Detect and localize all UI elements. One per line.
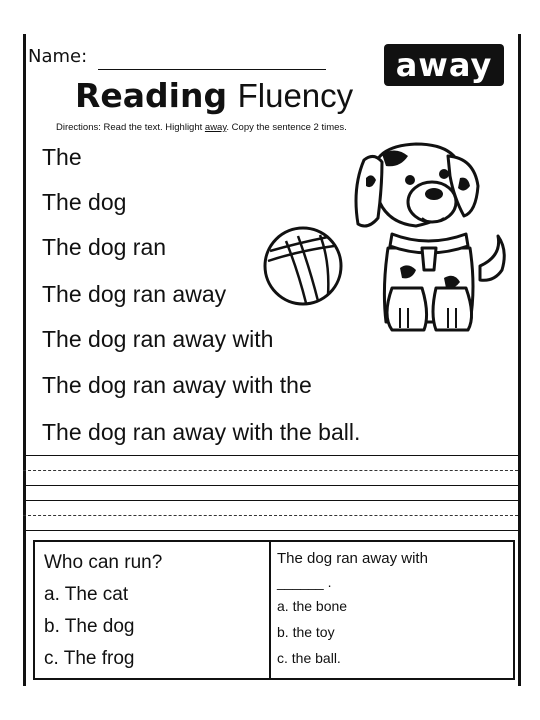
fluency-line: The [42, 144, 82, 170]
dog-icon [352, 138, 512, 338]
title-bold: Reading [75, 76, 228, 115]
writing-line-mid [23, 515, 518, 516]
directions-text [56, 122, 347, 133]
fluency-line: The dog ran [42, 234, 167, 260]
fluency-line: The dog ran away with [42, 326, 274, 352]
answer-option[interactable]: b. The dog [44, 616, 135, 637]
page-title [75, 76, 353, 115]
writing-line-top [23, 500, 518, 501]
answer-option[interactable]: b. the toy [277, 624, 335, 640]
writing-line-top [23, 455, 518, 456]
question-right-prompt: The dog ran away with [277, 550, 428, 567]
writing-line-mid [23, 470, 518, 471]
fluency-line: The dog ran away with the ball. [42, 419, 361, 445]
fluency-line: The dog ran away [42, 281, 227, 307]
title-light: Fluency [237, 77, 354, 114]
answer-option[interactable]: a. the bone [277, 598, 348, 614]
directions-word: away [204, 122, 227, 133]
answer-blank: ______ . [277, 574, 332, 590]
answer-option[interactable]: c. the ball. [277, 650, 341, 666]
question-left-prompt: Who can run? [44, 552, 163, 573]
fluency-line: The dog ran away with the [42, 372, 312, 398]
directions-prefix: Directions: Read the text. Highlight [56, 122, 205, 133]
beach-ball-icon [258, 221, 348, 311]
directions-suffix: . Copy the sentence 2 times. [226, 122, 347, 133]
fluency-line: The dog [42, 189, 127, 215]
writing-line-base [23, 530, 518, 531]
sight-word-badge: away [384, 44, 504, 86]
answer-option[interactable]: c. The frog [44, 648, 135, 669]
name-write-line [98, 69, 326, 70]
question-divider [269, 540, 271, 680]
writing-line-base [23, 485, 518, 486]
answer-option[interactable]: a. The cat [44, 584, 129, 605]
name-label: Name: [28, 46, 88, 67]
